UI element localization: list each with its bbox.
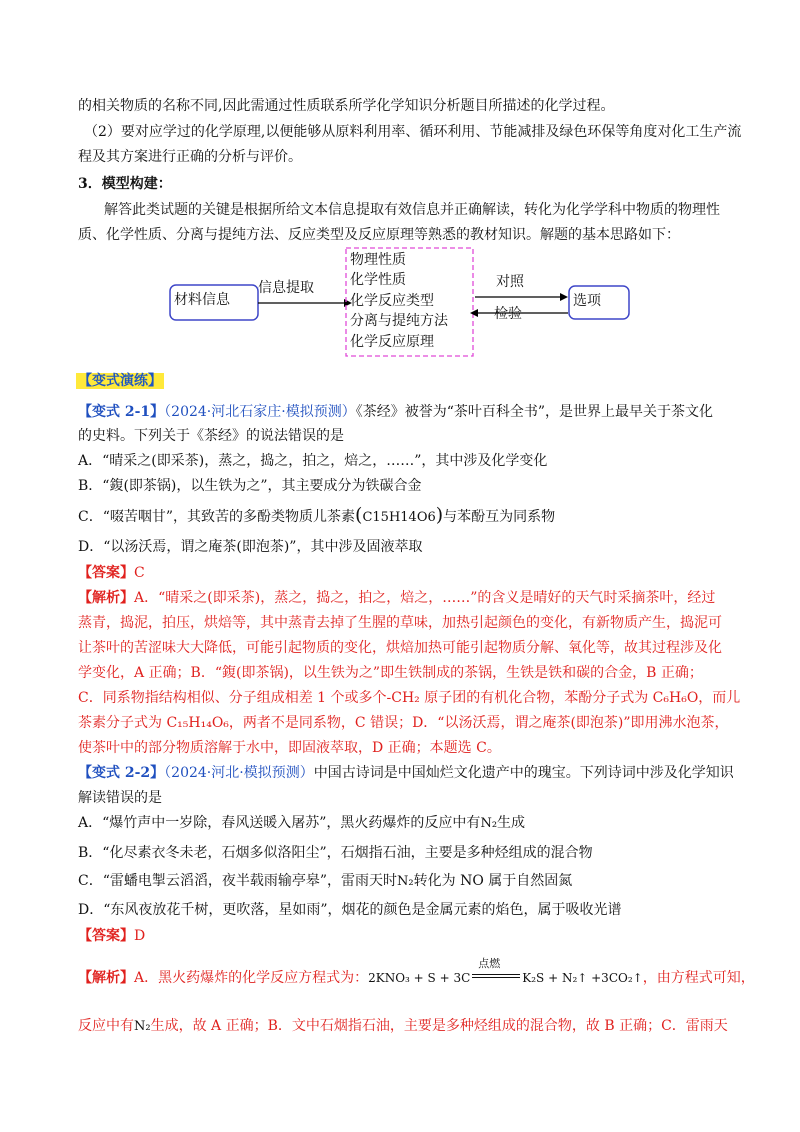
analysis-label: 【解析】: [78, 590, 134, 606]
analysis-text: A．“晴采之(即采茶)，蒸之，捣之，拍之，焙之，……”的含义是晴好的天气时采摘茶叶，经过: [134, 590, 716, 606]
knowledge-item: 物理性质: [350, 252, 406, 268]
question-stem-cont: 解读错误的是: [78, 790, 162, 806]
answer-value: D: [134, 928, 146, 944]
analysis-line: [78, 957, 755, 988]
material-label: 材料信息: [174, 292, 230, 308]
knowledge-item: 化学反应原理: [350, 334, 434, 350]
analysis-line: [78, 1016, 728, 1037]
option-a-text: A．“爆竹声中一岁除，春风送暖入屠苏”，黑火药爆炸的反应中有: [78, 815, 481, 831]
verify-label: 检验: [494, 306, 522, 322]
practice-section-title: [76, 371, 726, 391]
text-line: 质、化学性质、分离与提纯方法、反应类型及反应原理等熟悉的教材知识。解题的基本思路如下：: [78, 227, 680, 243]
knowledge-item: 化学反应类型: [350, 293, 434, 309]
option-a: A．“晴采之(即采茶)，蒸之，捣之，拍之，焙之，……”，其中涉及化学变化: [78, 453, 548, 469]
option-c-post: 转化为 NO 属于自然固氮: [413, 873, 573, 889]
options-label: 选项: [573, 293, 601, 309]
knowledge-item: 分离与提纯方法: [350, 313, 448, 329]
question-tag: 【变式 2-2】: [78, 765, 165, 781]
option-b: B．“鍑(即茶锅)，以生铁为之”，其主要成分为铁碳合金: [78, 478, 422, 494]
catechin-formula: [362, 510, 435, 525]
option-d: D．“以汤沃焉，谓之庵茶(即泡茶)”，其中涉及固液萃取: [78, 539, 423, 555]
answer-value: C: [134, 565, 145, 581]
answer-label: 【答案】: [78, 928, 134, 944]
analysis-text: ，由方程式可知，: [642, 970, 755, 986]
analysis-line: C．同系物指结构相似、分子组成相差 1 个或多个-CH₂ 原子团的有机化合物，苯酚分子式为 C₆H₆O，而儿: [78, 690, 741, 706]
question-source: （2024·河北石家庄·模拟预测）: [164, 404, 356, 420]
option-c-text: C．“啜苦咽甘”，其致苦的多酚类物质儿茶素: [78, 509, 356, 525]
analysis-line: 使茶叶中的部分物质溶解于水中，即固液萃取，D 正确；本题选 C。: [78, 740, 501, 756]
option-a: [78, 813, 728, 834]
nitrogen-formula: N₂: [397, 874, 414, 889]
option-c-post: 与苯酚互为同系物: [443, 509, 556, 525]
equation-right: K₂S + N₂↑ +3CO₂↑: [522, 971, 643, 985]
question-stem: [78, 402, 728, 422]
question-source: （2024·河北·模拟预测）: [164, 765, 314, 781]
answer-line: [78, 926, 728, 946]
option-b: B．“化尽素衣冬未老，石烟多似洛阳尘”，石烟指石油，主要是多种烃组成的混合物: [78, 845, 593, 861]
question-tag: 【变式 2-1】: [78, 404, 165, 420]
analysis-text: 反应中有: [78, 1018, 134, 1034]
analysis-label: 【解析】: [78, 970, 134, 986]
verify-arrow-head: [470, 309, 478, 317]
option-c: [78, 871, 728, 892]
analysis-line: 茶素分子式为 C₁₅H₁₄O₆，两者不是同系物，C 错误；D．“以汤沃焉，谓之庵茶(即泡茶)”即用沸水泡茶，: [78, 715, 729, 731]
nitrogen-formula: N₂: [480, 816, 498, 831]
option-c: C．“啜苦咽甘”，其致苦的多酚类物质儿茶素(C15H14O6)与苯酚互为同系物: [78, 504, 556, 526]
option-a-post: 生成: [497, 815, 526, 831]
text-line: 解答此类试题的关键是根据所给文本信息提取有效信息并正确解读，转化为化学学科中物质的物理性: [104, 202, 720, 218]
equation-equals: [472, 974, 520, 978]
nitrogen-formula: N₂: [134, 1019, 151, 1034]
knowledge-item: 化学性质: [350, 272, 406, 288]
formula-text: C15H14O6: [362, 510, 436, 525]
text-line: （2）要对应学过的化学原理,以便能够从原料利用率、循环利用、节能减排及绿色环保等角度对化工生产流: [84, 124, 742, 140]
stem-text: 《茶经》被誉为“茶叶百科全书”，是世界上最早关于茶文化: [355, 404, 714, 420]
equation-condition: [470, 957, 522, 988]
compare-label: 对照: [496, 274, 524, 290]
option-c-text: C．“雷蟠电掣云滔滔，夜半载雨输亭皋”，雷雨天时: [78, 873, 398, 889]
analysis-line: 学变化，A 正确；B．“鍑(即茶锅)，以生铁为之”即生铁制成的茶锅，生铁是铁和碳的合金，B 正确；: [78, 665, 703, 681]
stem-text: 中国古诗词是中国灿烂文化遗产中的瑰宝。下列诗词中涉及化学知识: [313, 765, 734, 781]
option-d: D．“东风夜放花千树，更吹落，星如雨”，烟花的颜色是金属元素的焰色，属于吸收光谱: [78, 902, 622, 918]
analysis-text: A．黑火药爆炸的化学反应方程式为：: [134, 970, 369, 986]
analysis-text: 生成，故 A 正确；B．文中石烟指石油，主要是多种烃组成的混合物，故 B 正确；C．雷雨天: [150, 1018, 728, 1034]
answer-label: 【答案】: [78, 565, 134, 581]
text-line: 程及其方案进行正确的分析与评价。: [78, 149, 302, 165]
extract-label: 信息提取: [258, 280, 314, 296]
analysis-line: 让茶叶的苦涩味大大降低，可能引起物质的变化，烘焙加热可能引起物质分解、氧化等，故其过程涉及化: [78, 640, 722, 656]
question-stem-cont: 的史料。下列关于《茶经》的说法错误的是: [78, 428, 344, 444]
equation-condition-text: 点燃: [478, 957, 501, 970]
analysis-line: 蒸青，捣泥，拍压，烘焙等，其中蒸青去掉了生腥的草味，加热引起颜色的变化，有新物质产生，捣泥可: [78, 615, 722, 631]
equation-left: 2KNO₃ + S + 3C: [368, 971, 471, 985]
answer-line: [78, 563, 728, 583]
question-stem: [78, 763, 734, 783]
compare-arrow-head: [560, 293, 568, 301]
analysis-line: [78, 588, 728, 608]
practice-title-highlight: 【变式演练】: [78, 373, 162, 389]
section-heading: 3．模型构建：: [78, 176, 172, 192]
text-line: 的相关物质的名称不同,因此需通过性质联系所学化学知识分析题目所描述的化学过程。: [78, 98, 615, 114]
